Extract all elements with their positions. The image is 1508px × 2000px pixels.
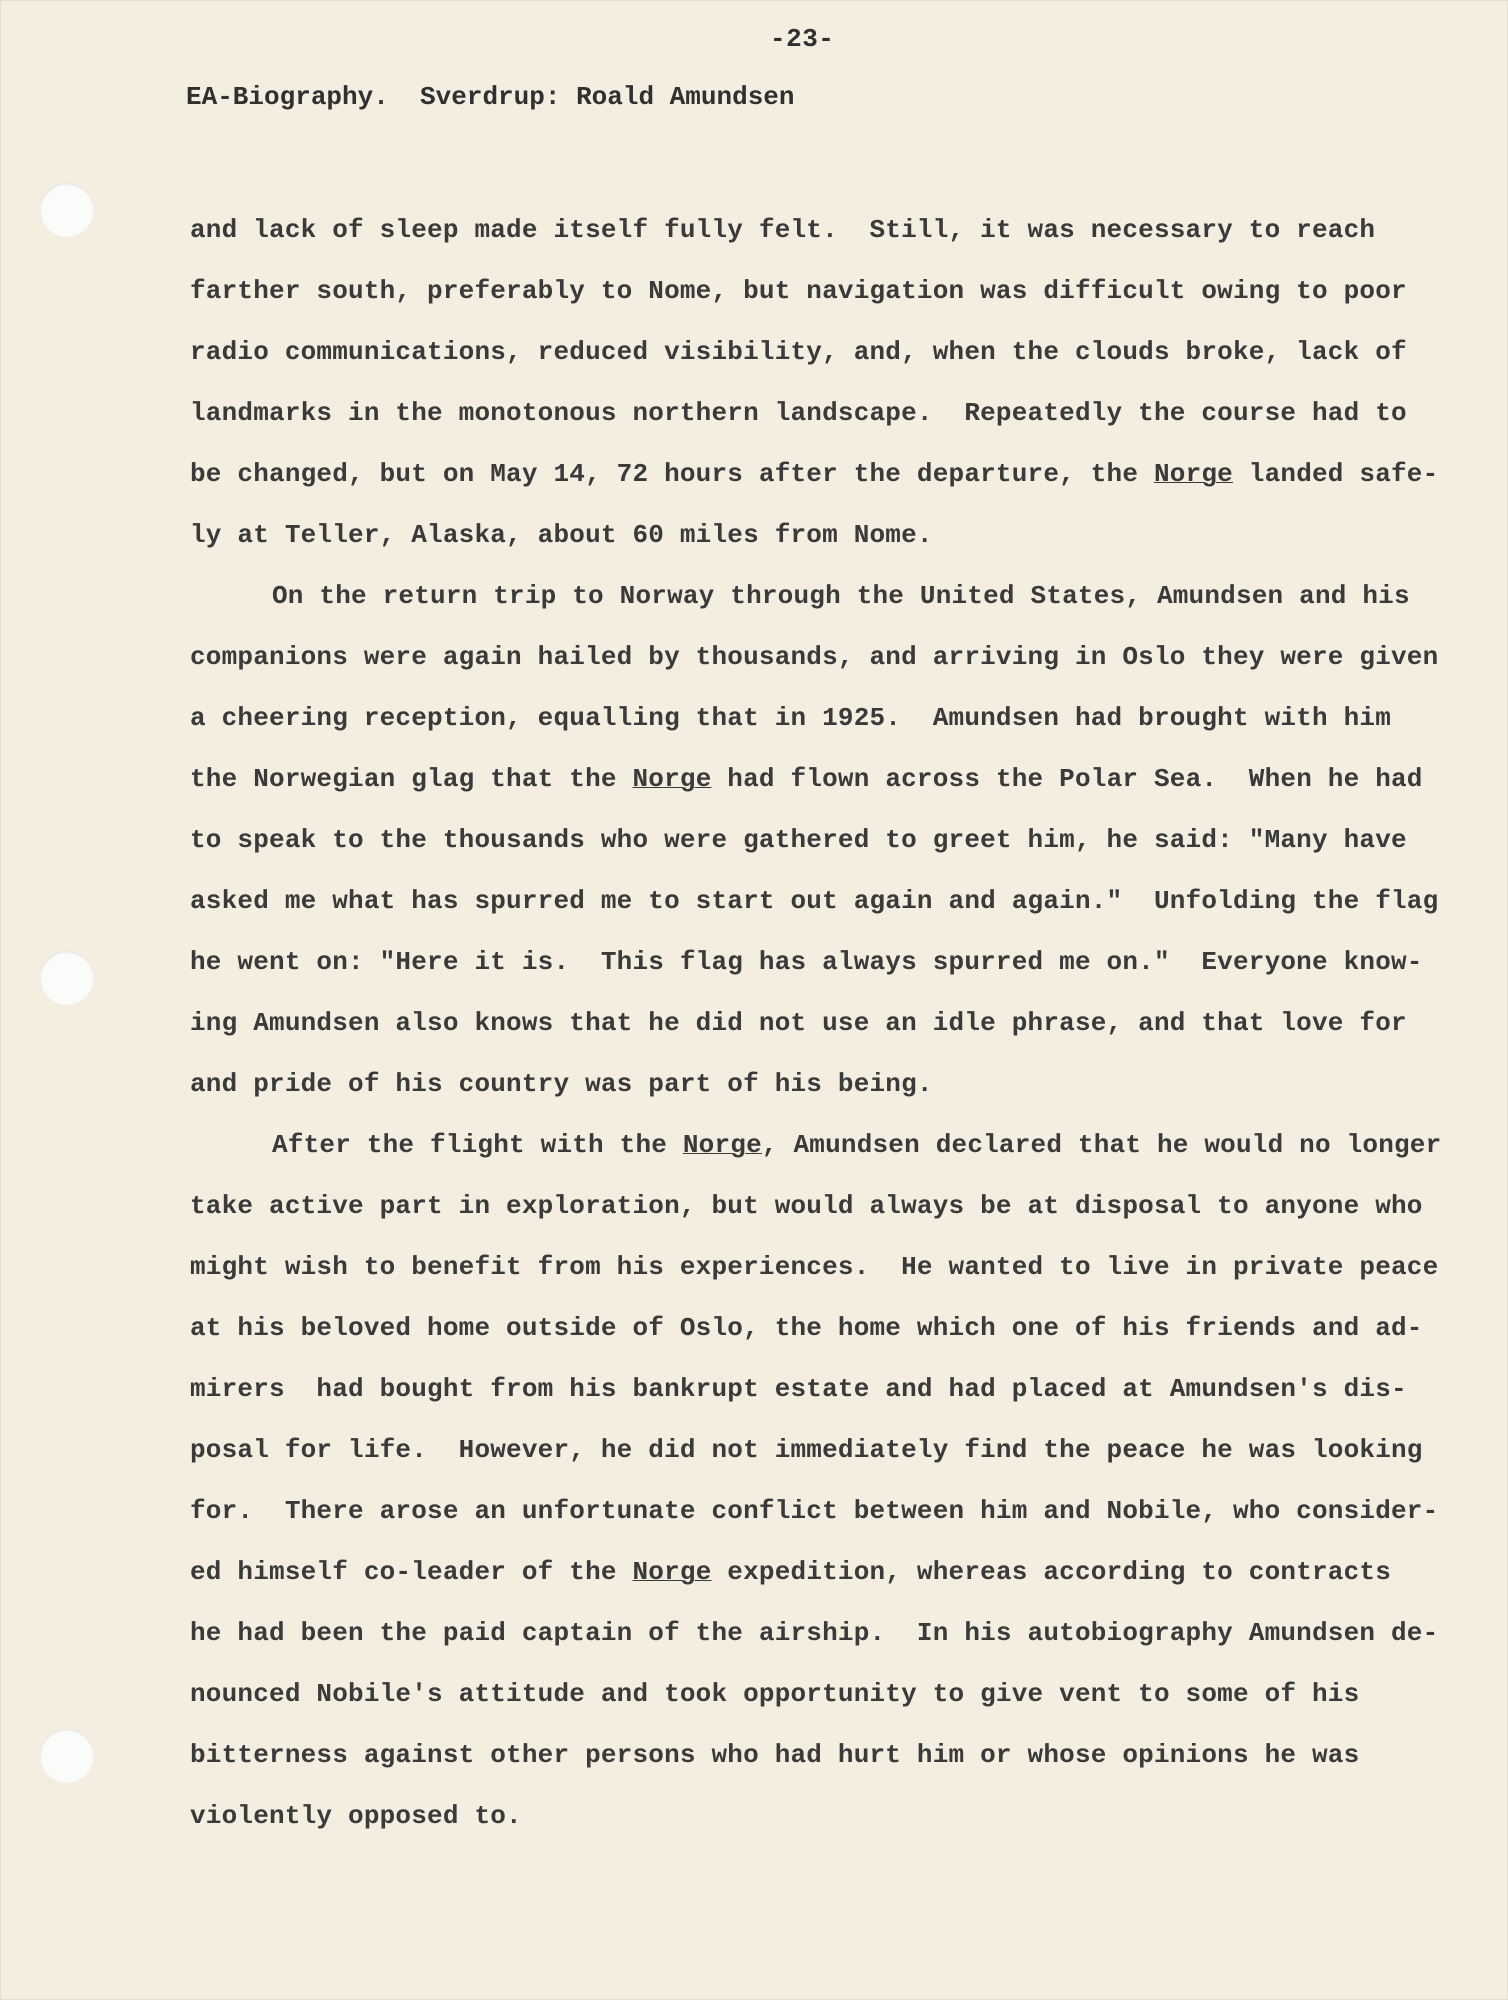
punch-hole-bottom — [40, 1729, 94, 1783]
text-run: posal for life. However, he did not immediately find the peace he was looking — [190, 1435, 1423, 1465]
paragraph — [190, 200, 1439, 566]
text-run: After the flight with the — [272, 1130, 683, 1160]
text-line — [190, 1298, 1423, 1359]
text-run: and pride of his country was part of his being. — [190, 1069, 933, 1099]
text-line — [190, 1054, 1405, 1115]
text-run: the Norwegian glag that the — [190, 764, 633, 794]
paragraph — [190, 1115, 1442, 1847]
text-line — [190, 1176, 1423, 1237]
text-line — [190, 1359, 1405, 1420]
text-run: might wish to benefit from his experiences. He wanted to live in private peace — [190, 1252, 1439, 1282]
text-run: he had been the paid captain of the airship. In his autobiography Amundsen de- — [190, 1618, 1439, 1648]
text-line — [190, 871, 1439, 932]
text-run: asked me what has spurred me to start out again and again." Unfolding the flag — [190, 886, 1439, 916]
text-line — [190, 322, 1405, 383]
text-run: bitterness against other persons who had hurt him or whose opinions he was — [190, 1740, 1360, 1770]
punch-hole-middle — [40, 951, 94, 1005]
text-line — [190, 688, 1405, 749]
text-line — [190, 1786, 1405, 1847]
text-run: take active part in exploration, but would always be at disposal to anyone who — [190, 1191, 1423, 1221]
text-run: landmarks in the monotonous northern landscape. Repeatedly the course had to — [190, 398, 1407, 428]
underlined-ship-name: Norge — [632, 764, 712, 794]
text-line — [190, 1237, 1439, 1298]
text-run: companions were again hailed by thousands, and arriving in Oslo they were given — [190, 642, 1439, 672]
text-run: farther south, preferably to Nome, but navigation was difficult owing to poor — [190, 276, 1407, 306]
text-line — [190, 932, 1423, 993]
text-run: landed safe- — [1232, 459, 1439, 489]
text-run: , Amundsen declared that he would no longer — [761, 1130, 1442, 1160]
text-line — [190, 749, 1423, 810]
text-line — [190, 1542, 1405, 1603]
paragraph — [190, 566, 1439, 1115]
text-run: violently opposed to. — [190, 1801, 522, 1831]
text-run: had flown across the Polar Sea. When he had — [711, 764, 1423, 794]
document-body — [190, 200, 1442, 1847]
text-run: ly at Teller, Alaska, about 60 miles from Nome. — [190, 520, 933, 550]
underlined-ship-name: Norge — [682, 1130, 762, 1160]
text-line — [190, 993, 1405, 1054]
text-line — [190, 383, 1405, 444]
text-line — [190, 810, 1405, 871]
text-run: be changed, but on May 14, 72 hours after the departure, the — [190, 459, 1154, 489]
underlined-ship-name: Norge — [632, 1557, 712, 1587]
text-run: and lack of sleep made itself fully felt. Still, it was necessary to reach — [190, 215, 1376, 245]
text-run: On the return trip to Norway through the United States, Amundsen and his — [272, 581, 1410, 611]
text-line — [190, 1725, 1405, 1786]
text-line — [190, 1420, 1423, 1481]
text-line — [190, 444, 1439, 505]
text-line — [190, 1115, 1442, 1176]
text-run: ing Amundsen also knows that he did not use an idle phrase, and that love for — [190, 1008, 1407, 1038]
text-line — [190, 505, 1405, 566]
text-run: a cheering reception, equalling that in 1925. Amundsen had brought with him — [190, 703, 1391, 733]
text-line — [190, 1603, 1439, 1664]
text-run: expedition, whereas according to contracts — [711, 1557, 1392, 1587]
text-line — [190, 566, 1410, 627]
underlined-ship-name: Norge — [1153, 459, 1233, 489]
text-line — [190, 1664, 1405, 1725]
text-run: he went on: "Here it is. This flag has always spurred me on." Everyone know- — [190, 947, 1423, 977]
text-run: nounced Nobile's attitude and took opportunity to give vent to some of his — [190, 1679, 1360, 1709]
punch-hole-top — [40, 183, 94, 237]
running-header: EA-Biography. Sverdrup: Roald Amundsen — [186, 82, 795, 112]
text-run: mirers had bought from his bankrupt estate and had placed at Amundsen's dis- — [190, 1374, 1407, 1404]
text-line — [190, 627, 1439, 688]
text-run: at his beloved home outside of Oslo, the home which one of his friends and ad- — [190, 1313, 1423, 1343]
text-run: to speak to the thousands who were gathered to greet him, he said: "Many have — [190, 825, 1407, 855]
text-line — [190, 200, 1405, 261]
text-run: radio communications, reduced visibility, and, when the clouds broke, lack of — [190, 337, 1407, 367]
text-run: ed himself co-leader of the — [190, 1557, 633, 1587]
text-line — [190, 261, 1405, 322]
text-run: for. There arose an unfortunate conflict between him and Nobile, who consider- — [190, 1496, 1439, 1526]
text-line — [190, 1481, 1439, 1542]
page-number: -23- — [770, 24, 835, 54]
